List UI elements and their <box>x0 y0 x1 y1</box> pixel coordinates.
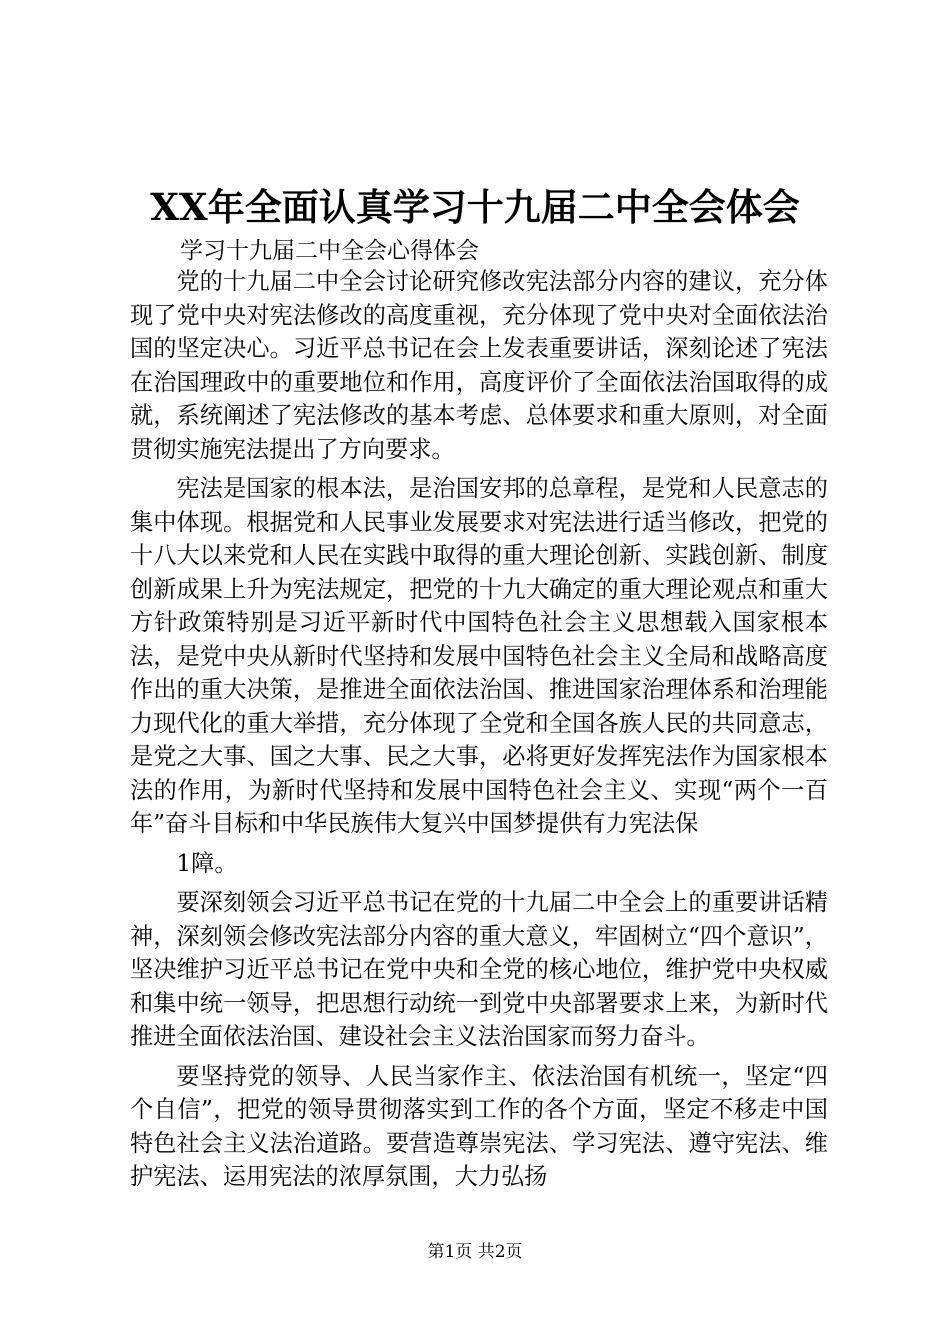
document-body <box>130 265 828 1200</box>
page-break-marker: 1 <box>176 849 192 877</box>
continuation-text: 障。 <box>191 849 238 877</box>
document-title: XX年全面认真学习十九届二中全会体会 <box>150 185 800 229</box>
body-paragraph-continuation <box>130 847 828 881</box>
body-paragraph-4: 要坚持党的领导、人民当家作主、依法治国有机统一，坚定“四个自信”，把党的领导贯彻落实到工作的各个方面，坚定不移走中国特色社会主义法治道路。要营造尊崇宪法、学习宪法、遵守宪法、维护宪法、运用宪法的浓厚氛围，大力弘扬 <box>130 1062 828 1190</box>
document-subtitle: 学习十九届二中全会心得体会 <box>180 238 479 264</box>
page-footer: 第1页 共2页 <box>427 1242 523 1262</box>
body-paragraph-2: 宪法是国家的根本法，是治国安邦的总章程，是党和人民意志的集中体现。根据党和人民事业发展要求对宪法进行适当修改，把党的十八大以来党和人民在实践中取得的重大理论创新、实践创新、制度创新成果上升为宪法规定，把党的十九大确定的重大理论观点和重大方针政策特别是习近平新时代中国特色社会主义思想载入国家根本法，是党中央从新时代坚持和发展中国特色社会主义全局和战略高度作出的重大决策，是推进全面依法治国、推进国家治理体系和治理能力现代化的重大举措，充分体现了全党和全国各族人民的共同意志，是党之大事、国之大事、民之大事，必将更好发挥宪法作为国家根本法的作用，为新时代坚持和发展中国特色社会主义、实现“两个一百年”奋斗目标和中华民族伟大复兴中国梦提供有力宪法保 <box>130 475 828 837</box>
body-paragraph-3: 要深刻领会习近平总书记在党的十九届二中全会上的重要讲话精神，深刻领会修改宪法部分内容的重大意义，牢固树立“四个意识”，坚决维护习近平总书记在党中央和全党的核心地位，维护党中央权威和集中统一领导，把思想行动统一到党中央部署要求上来，为新时代推进全面依法治国、建设社会主义法治国家而努力奋斗。 <box>130 889 828 1050</box>
body-paragraph-1: 党的十九届二中全会讨论研究修改宪法部分内容的建议，充分体现了党中央对宪法修改的高度重视，充分体现了党中央对全面依法治国的坚定决心。习近平总书记在会上发表重要讲话，深刻论述了宪法在治国理政中的重要地位和作用，高度评价了全面依法治国取得的成就，系统阐述了宪法修改的基本考虑、总体要求和重大原则，对全面贯彻实施宪法提出了方向要求。 <box>130 268 828 463</box>
